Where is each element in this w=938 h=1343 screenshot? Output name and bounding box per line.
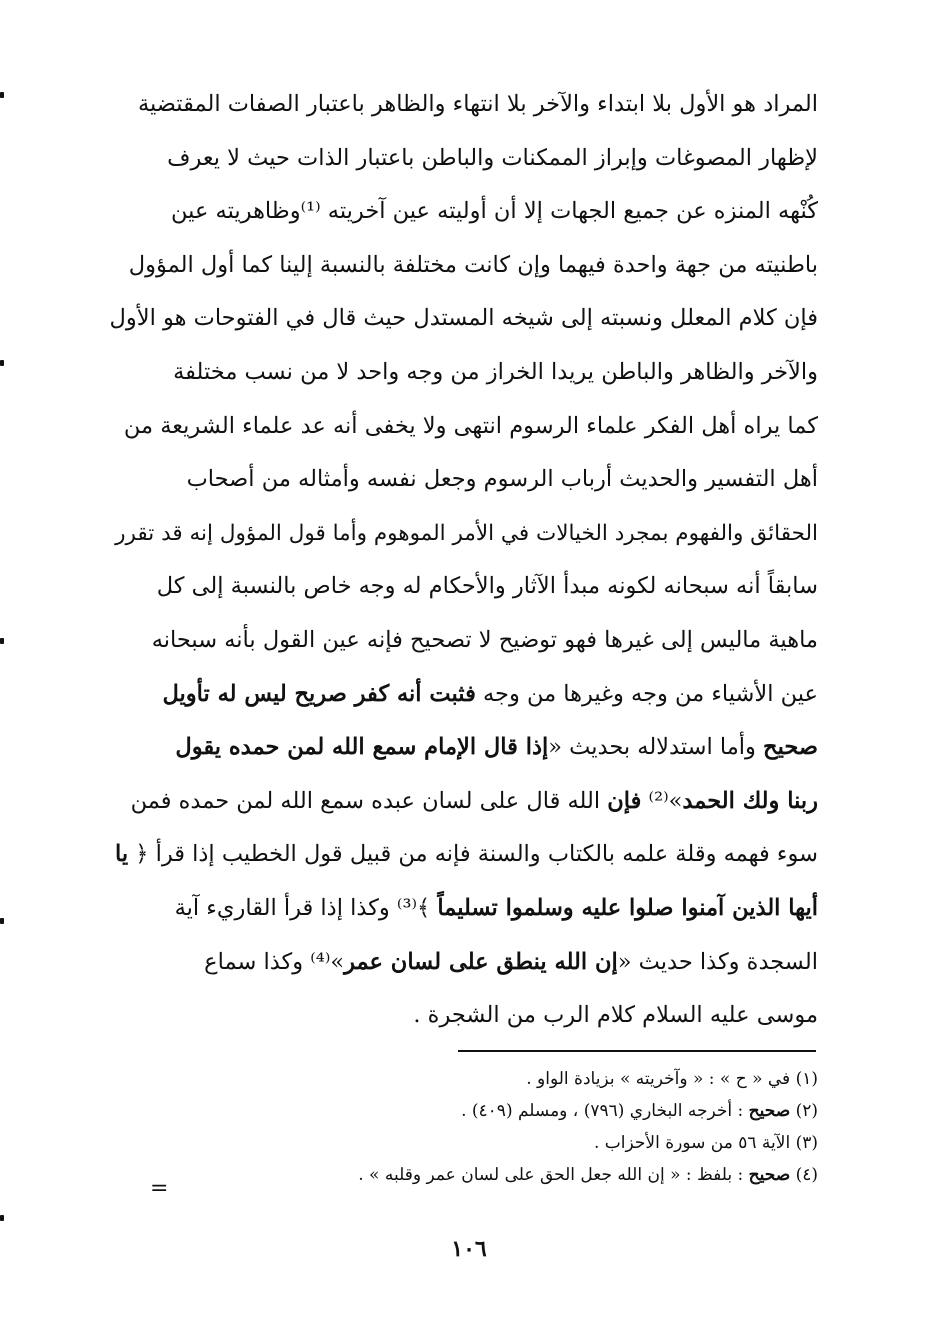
text-line [108, 775, 818, 829]
text-segment: المراد هو الأول بلا ابتداء والآخر بلا انتهاء والظاهر باعتبار الصفات المقتضية [137, 91, 818, 117]
margin-mark [0, 638, 4, 644]
text-segment: كُنْهه المنزه عن جميع الجهات إلا أن أوليته عين آخريته ⁽¹⁾وظاهريته عين [171, 198, 818, 225]
footnote [110, 1159, 818, 1191]
text-line [108, 936, 818, 990]
page-number: ١٠٦ [451, 1236, 487, 1262]
bold-segment: إن الله ينطق على لسان عمر [344, 948, 618, 975]
text-line [108, 292, 818, 346]
text-line [108, 560, 818, 614]
bold-segment: صحيح [748, 1101, 791, 1121]
bold-segment: يا [114, 841, 129, 868]
text-segment: لإظهار المصوغات وإبراز الممكنات والباطن باعتبار الذات حيث لا يعرف [167, 144, 818, 171]
margin-mark [0, 918, 4, 924]
text-segment: كما يراه أهل الفكر علماء الرسوم انتهى ولا يخفى أنه عد علماء الشريعة من [123, 412, 818, 439]
text-segment: ماهية ماليس إلى غيرها فهو توضيح لا تصحيح فإنه عين القول بأنه سبحانه [151, 626, 818, 653]
text-segment: السجدة وكذا حديث « [617, 948, 818, 975]
text-segment: الحقائق والفهوم بمجرد الخيالات في الأمر الموهوم وأما قول المؤول إنه قد تقرر [115, 520, 818, 546]
text-segment: (٤) [790, 1165, 818, 1185]
text-line [108, 668, 818, 722]
text-segment: عين الأشياء من وجه وغيرها من وجه [475, 680, 818, 707]
text-segment: والآخر والظاهر والباطن يريدا الخراز من وجه واحد لا من نسب مختلفة [173, 358, 818, 385]
text-segment: وأما استدلاله بحديث « [548, 734, 764, 761]
margin-mark [0, 92, 4, 98]
text-line [108, 185, 818, 239]
text-segment: »⁽⁴⁾ وكذا سماع [204, 948, 345, 975]
footnote-separator [458, 1050, 816, 1052]
footnote [110, 1063, 818, 1095]
text-segment: (٣) الآية ٥٦ من سورة الأحزاب . [593, 1133, 818, 1153]
margin-mark [0, 1215, 4, 1221]
bold-segment: ربنا ولك الحمد [682, 787, 818, 814]
text-line [108, 346, 818, 400]
bold-segment: أيها الذين آمنوا صلوا عليه وسلموا تسليماً [437, 894, 818, 921]
text-line [108, 721, 818, 775]
footnote [110, 1095, 818, 1127]
bold-segment: صحيح [763, 734, 818, 761]
text-segment: فإن كلام المعلل ونسبته إلى شيخه المستدل حيث قال في الفتوحات هو الأول [109, 305, 818, 332]
text-segment: (٢) [790, 1101, 818, 1121]
body-text [108, 78, 818, 1043]
text-segment: ﴾⁽³⁾ وكذا إذا قرأ القاريء آية [174, 894, 438, 921]
text-segment: »⁽²⁾ [641, 787, 683, 814]
text-segment: : بلفظ : « إن الله جعل الحق على لسان عمر وقلبه » . [358, 1165, 749, 1185]
margin-mark [0, 360, 4, 366]
bold-segment: صحيح [748, 1165, 791, 1185]
text-segment: (١) في « ح » : « وآخريته » بزيادة الواو . [526, 1069, 818, 1089]
text-line [108, 400, 818, 454]
text-segment: سابقاً أنه سبحانه لكونه مبدأ الآثار والأحكام له وجه خاص بالنسبة إلى كل [156, 573, 818, 600]
bold-segment: فإن [607, 787, 642, 814]
footnotes [110, 1063, 818, 1191]
text-segment: الله قال على لسان عبده سمع الله لمن حمده فمن [130, 787, 608, 814]
text-segment: : أخرجه البخاري (٧٩٦) ، ومسلم (٤٠٩) . [461, 1101, 749, 1121]
bold-segment: فثبت أنه كفر صريح ليس له تأويل [162, 680, 476, 707]
text-segment: سوء فهمه وقلة علمه بالكتاب والسنة فإنه من قبيل قول الخطيب إذا قرأ ﴿ [128, 841, 818, 868]
text-segment: باطنيته من جهة واحدة فيهما وإن كانت مختلفة بالنسبة إلينا كما أول المؤول [128, 251, 818, 278]
text-line [108, 614, 818, 668]
text-line [108, 239, 818, 293]
text-line [108, 828, 818, 882]
text-line [108, 507, 818, 561]
bold-segment: إذا قال الإمام سمع الله لمن حمده يقول [175, 734, 549, 761]
text-line [108, 78, 818, 132]
text-segment: موسى عليه السلام كلام الرب من الشجرة . [413, 1002, 818, 1029]
text-line [108, 882, 818, 936]
text-line [108, 989, 818, 1043]
continuation-mark: = [150, 1176, 169, 1201]
footnote [110, 1127, 818, 1159]
text-line [108, 132, 818, 186]
text-line [108, 453, 818, 507]
text-segment: أهل التفسير والحديث أرباب الرسوم وجعل نفسه وأمثاله من أصحاب [186, 466, 818, 493]
